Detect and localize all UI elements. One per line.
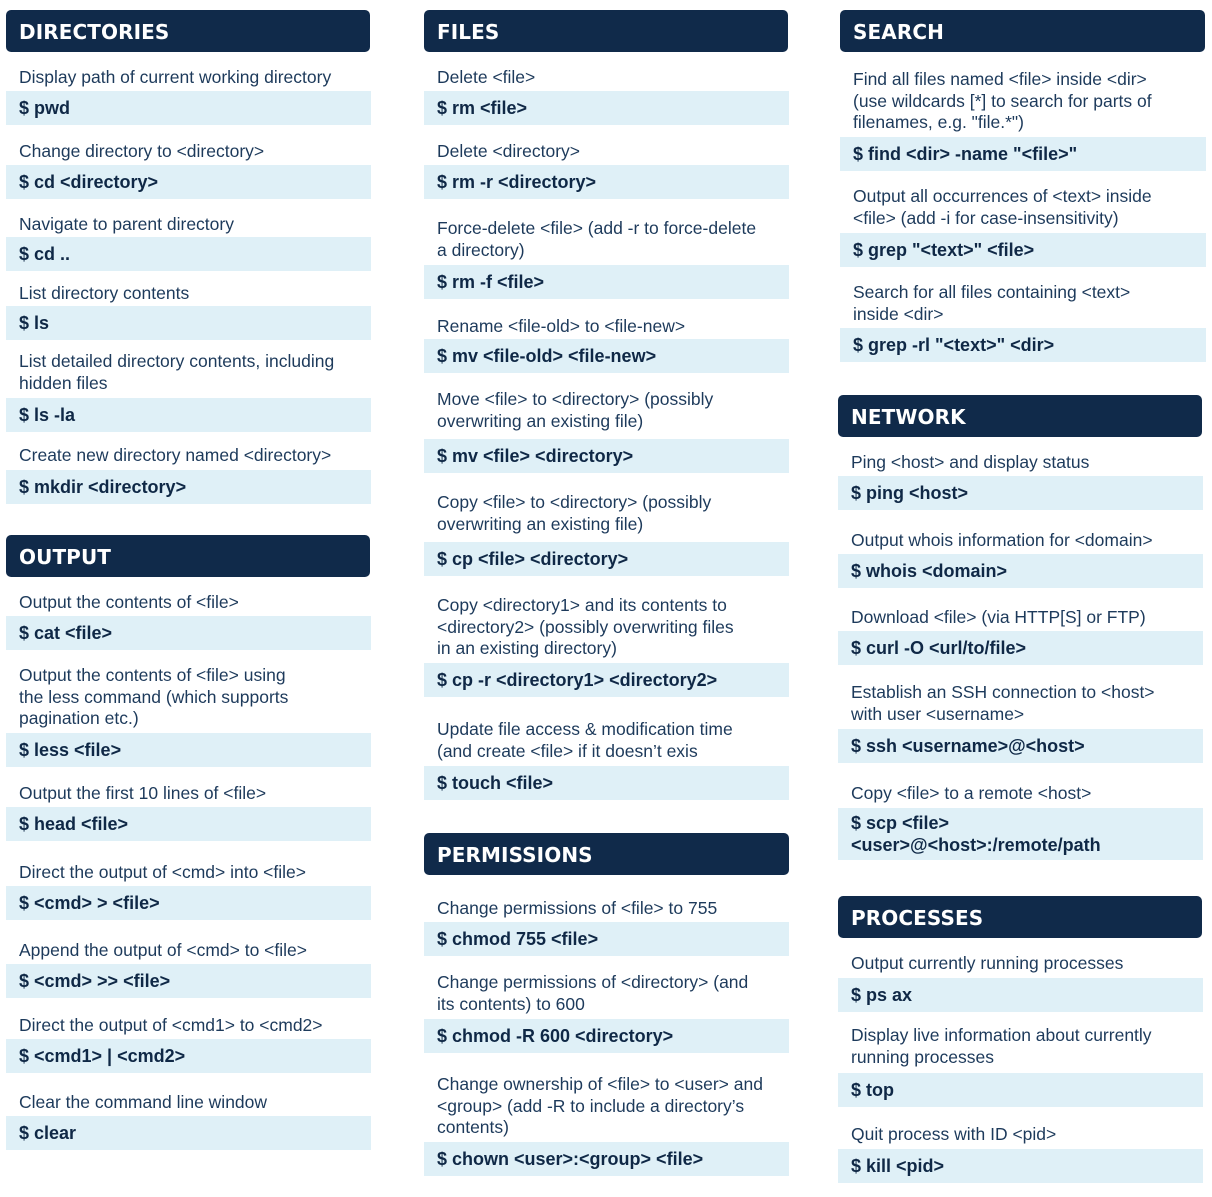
directories-header: DIRECTORIES	[6, 10, 370, 52]
directories-item-1-description	[6, 67, 331, 89]
output-item-7-description	[6, 1092, 267, 1114]
files-item-5-description	[424, 389, 713, 432]
files-item-2-command[interactable]	[424, 165, 789, 199]
output-item-2-description	[6, 665, 288, 730]
command-line: $ mv <file-old> <file-new>	[437, 346, 657, 366]
output-item-2-command[interactable]	[6, 733, 371, 767]
output-item-5-description	[6, 940, 307, 962]
command-line: <user>@<host>:/remote/path	[851, 835, 1101, 855]
description-line: Establish an SSH connection to <host>	[851, 682, 1155, 702]
command-line: $ scp <file>	[851, 813, 950, 833]
command-line: $ find <dir> -name "<file>"	[853, 144, 1078, 164]
description-line: Change permissions of <directory> (and	[437, 972, 749, 992]
description-line: Direct the output of <cmd> into <file>	[19, 862, 306, 882]
processes-item-2-description	[838, 1025, 1152, 1068]
description-line: its contents) to 600	[437, 993, 585, 1014]
files-item-2-description	[424, 141, 580, 163]
command-line: $ grep -rl "<text>" <dir>	[853, 335, 1055, 355]
search-item-1-command[interactable]	[840, 137, 1206, 171]
directories-item-3-description	[6, 214, 234, 236]
command-line: $ pwd	[19, 98, 71, 118]
processes-item-1-description	[838, 953, 1123, 975]
description-line: <directory2> (possibly overwriting files	[437, 616, 734, 637]
description-line: inside <dir>	[853, 303, 944, 324]
description-line: the less command (which supports	[19, 686, 289, 707]
description-line: Force-delete <file> (add -r to force-delete	[437, 218, 757, 238]
description-line: Output the contents of <file> using	[19, 665, 286, 685]
description-line: Display path of current working directory	[19, 67, 332, 87]
description-line: Copy <file> to <directory> (possibly	[437, 492, 712, 512]
command-line: $ cp -r <directory1> <directory2>	[437, 670, 718, 690]
description-line: List directory contents	[19, 283, 190, 303]
permissions-item-3-command[interactable]	[424, 1142, 789, 1176]
description-line: filenames, e.g. "file.*")	[853, 112, 1024, 132]
command-line: $ mv <file> <directory>	[437, 446, 634, 466]
network-item-4-command[interactable]	[838, 729, 1203, 763]
network-item-5-description	[838, 783, 1091, 805]
search-item-3-command[interactable]	[840, 328, 1206, 362]
command-line: $ cp <file> <directory>	[437, 549, 629, 569]
network-item-2-command[interactable]	[838, 554, 1203, 588]
command-line: $ grep "<text>" <file>	[853, 240, 1035, 260]
command-line: $ ls	[19, 313, 50, 333]
files-item-3-command[interactable]	[424, 265, 789, 299]
permissions-item-2-description	[424, 972, 748, 1015]
description-line: Create new directory named <directory>	[19, 445, 332, 465]
description-line: Download <file> (via HTTP[S] or FTP)	[851, 607, 1146, 627]
processes-item-3-description	[838, 1124, 1056, 1146]
description-line: (and create <file> if it doesn’t exis	[437, 740, 698, 761]
output-header: OUTPUT	[6, 535, 370, 577]
description-line: Output all occurrences of <text> inside	[853, 186, 1152, 206]
description-line: Clear the command line window	[19, 1092, 268, 1112]
files-item-7-command[interactable]	[424, 663, 789, 697]
command-line: $ kill <pid>	[851, 1156, 945, 1176]
command-line: $ ls -la	[19, 405, 76, 425]
description-line: Output currently running processes	[851, 953, 1124, 973]
output-item-1-command[interactable]	[6, 616, 371, 650]
description-line: a directory)	[437, 239, 525, 260]
search-item-2-description	[840, 186, 1152, 229]
command-line: $ <cmd> >> <file>	[19, 971, 171, 991]
files-item-4-command[interactable]	[424, 339, 789, 373]
command-line: $ chmod 755 <file>	[437, 929, 599, 949]
description-line: contents)	[437, 1117, 509, 1137]
description-line: Delete <file>	[437, 67, 536, 87]
command-line: $ cd ..	[19, 244, 71, 264]
description-line: Display live information about currently	[851, 1025, 1152, 1045]
description-line: Move <file> to <directory> (possibly	[437, 389, 714, 409]
description-line: Change ownership of <file> to <user> and	[437, 1074, 763, 1094]
network-item-4-description	[838, 682, 1155, 725]
directories-item-1-command[interactable]	[6, 91, 371, 125]
command-line: $ less <file>	[19, 740, 122, 760]
files-item-1-command[interactable]	[424, 91, 789, 125]
description-line: Copy <directory1> and its contents to	[437, 595, 727, 615]
permissions-item-1-command[interactable]	[424, 922, 789, 956]
description-line: Ping <host> and display status	[851, 452, 1090, 472]
output-item-6-command[interactable]	[6, 1039, 371, 1073]
description-line: Search for all files containing <text>	[853, 282, 1131, 302]
description-line: in an existing directory)	[437, 638, 617, 658]
permissions-item-1-description	[424, 898, 717, 920]
description-line: overwriting an existing file)	[437, 410, 644, 431]
search-item-3-description	[840, 282, 1130, 325]
processes-item-1-command[interactable]	[838, 978, 1203, 1012]
processes-header: PROCESSES	[838, 896, 1202, 938]
processes-item-2-command[interactable]	[838, 1073, 1203, 1107]
output-item-7-command[interactable]	[6, 1116, 371, 1150]
network-item-3-command[interactable]	[838, 631, 1203, 665]
network-header: NETWORK	[838, 395, 1202, 437]
network-item-5-command[interactable]	[838, 808, 1203, 860]
output-item-1-description	[6, 592, 239, 614]
description-line: Copy <file> to a remote <host>	[851, 783, 1092, 803]
command-line: $ ping <host>	[851, 483, 969, 503]
command-line: $ chown <user>:<group> <file>	[437, 1149, 704, 1169]
description-line: List detailed directory contents, including	[19, 351, 335, 371]
description-line: Append the output of <cmd> to <file>	[19, 940, 307, 960]
command-line: $ head <file>	[19, 814, 129, 834]
command-line: $ ps ax	[851, 985, 913, 1005]
description-line: <file> (add -i for case-insensitivity)	[853, 207, 1119, 228]
command-line: $ <cmd> > <file>	[19, 893, 160, 913]
description-line: Update file access & modification time	[437, 719, 733, 739]
directories-item-4-description	[6, 283, 189, 305]
description-line: Direct the output of <cmd1> to <cmd2>	[19, 1015, 323, 1035]
files-item-1-description	[424, 67, 535, 89]
directories-item-6-command[interactable]	[6, 470, 371, 504]
network-item-3-description	[838, 607, 1146, 629]
files-item-5-command[interactable]	[424, 439, 789, 473]
permissions-item-3-description	[424, 1074, 763, 1139]
files-item-6-command[interactable]	[424, 542, 789, 576]
description-line: Output the first 10 lines of <file>	[19, 783, 267, 803]
network-item-2-description	[838, 530, 1153, 552]
command-line: $ ssh <username>@<host>	[851, 736, 1085, 756]
directories-item-2-description	[6, 141, 264, 163]
command-line: $ curl -O <url/to/file>	[851, 638, 1027, 658]
directories-item-2-command[interactable]	[6, 165, 371, 199]
files-item-3-description	[424, 218, 756, 261]
description-line: Quit process with ID <pid>	[851, 1124, 1057, 1144]
files-header: FILES	[424, 10, 788, 52]
files-item-4-description	[424, 316, 685, 338]
command-line: $ touch <file>	[437, 773, 554, 793]
output-item-4-description	[6, 862, 306, 884]
command-line: $ clear	[19, 1123, 77, 1143]
command-line: $ rm -r <directory>	[437, 172, 597, 192]
description-line: with user <username>	[851, 703, 1025, 724]
command-line: $ rm -f <file>	[437, 272, 545, 292]
directories-item-3-command[interactable]	[6, 237, 371, 271]
permissions-item-2-command[interactable]	[424, 1019, 789, 1053]
files-item-8-command[interactable]	[424, 766, 789, 800]
output-item-3-command[interactable]	[6, 807, 371, 841]
files-item-6-description	[424, 492, 711, 535]
network-item-1-command[interactable]	[838, 476, 1203, 510]
directories-item-4-command[interactable]	[6, 306, 371, 340]
output-item-4-command[interactable]	[6, 886, 371, 920]
command-line: $ whois <domain>	[851, 561, 1008, 581]
description-line: Rename <file-old> to <file-new>	[437, 316, 686, 336]
description-line: Find all files named <file> inside <dir>	[853, 69, 1147, 89]
description-line: pagination etc.)	[19, 708, 139, 728]
files-item-8-description	[424, 719, 733, 762]
description-line: Delete <directory>	[437, 141, 580, 161]
description-line: <group> (add -R to include a directory’s	[437, 1095, 745, 1116]
search-item-2-command[interactable]	[840, 233, 1206, 267]
command-line: $ chmod -R 600 <directory>	[437, 1026, 674, 1046]
description-line: Output whois information for <domain>	[851, 530, 1153, 550]
command-line: $ mkdir <directory>	[19, 477, 187, 497]
directories-item-5-command[interactable]	[6, 398, 371, 432]
directories-item-5-description	[6, 351, 334, 394]
description-line: Change directory to <directory>	[19, 141, 265, 161]
output-item-3-description	[6, 783, 266, 805]
processes-item-3-command[interactable]	[838, 1149, 1203, 1183]
command-line: $ <cmd1> | <cmd2>	[19, 1046, 186, 1066]
description-line: hidden files	[19, 372, 108, 393]
command-line: $ rm <file>	[437, 98, 528, 118]
description-line: overwriting an existing file)	[437, 513, 644, 534]
network-item-1-description	[838, 452, 1089, 474]
search-header: SEARCH	[840, 10, 1205, 52]
command-line: $ cd <directory>	[19, 172, 159, 192]
output-item-6-description	[6, 1015, 323, 1037]
permissions-header: PERMISSIONS	[424, 833, 789, 875]
files-item-7-description	[424, 595, 734, 660]
description-line: Change permissions of <file> to 755	[437, 898, 718, 918]
description-line: running processes	[851, 1046, 994, 1067]
search-item-1-description	[840, 69, 1152, 134]
directories-item-6-description	[6, 445, 331, 467]
output-item-5-command[interactable]	[6, 964, 371, 998]
description-line: Output the contents of <file>	[19, 592, 239, 612]
description-line: (use wildcards [*] to search for parts of	[853, 90, 1152, 111]
command-line: $ top	[851, 1080, 894, 1100]
command-line: $ cat <file>	[19, 623, 113, 643]
description-line: Navigate to parent directory	[19, 214, 234, 234]
